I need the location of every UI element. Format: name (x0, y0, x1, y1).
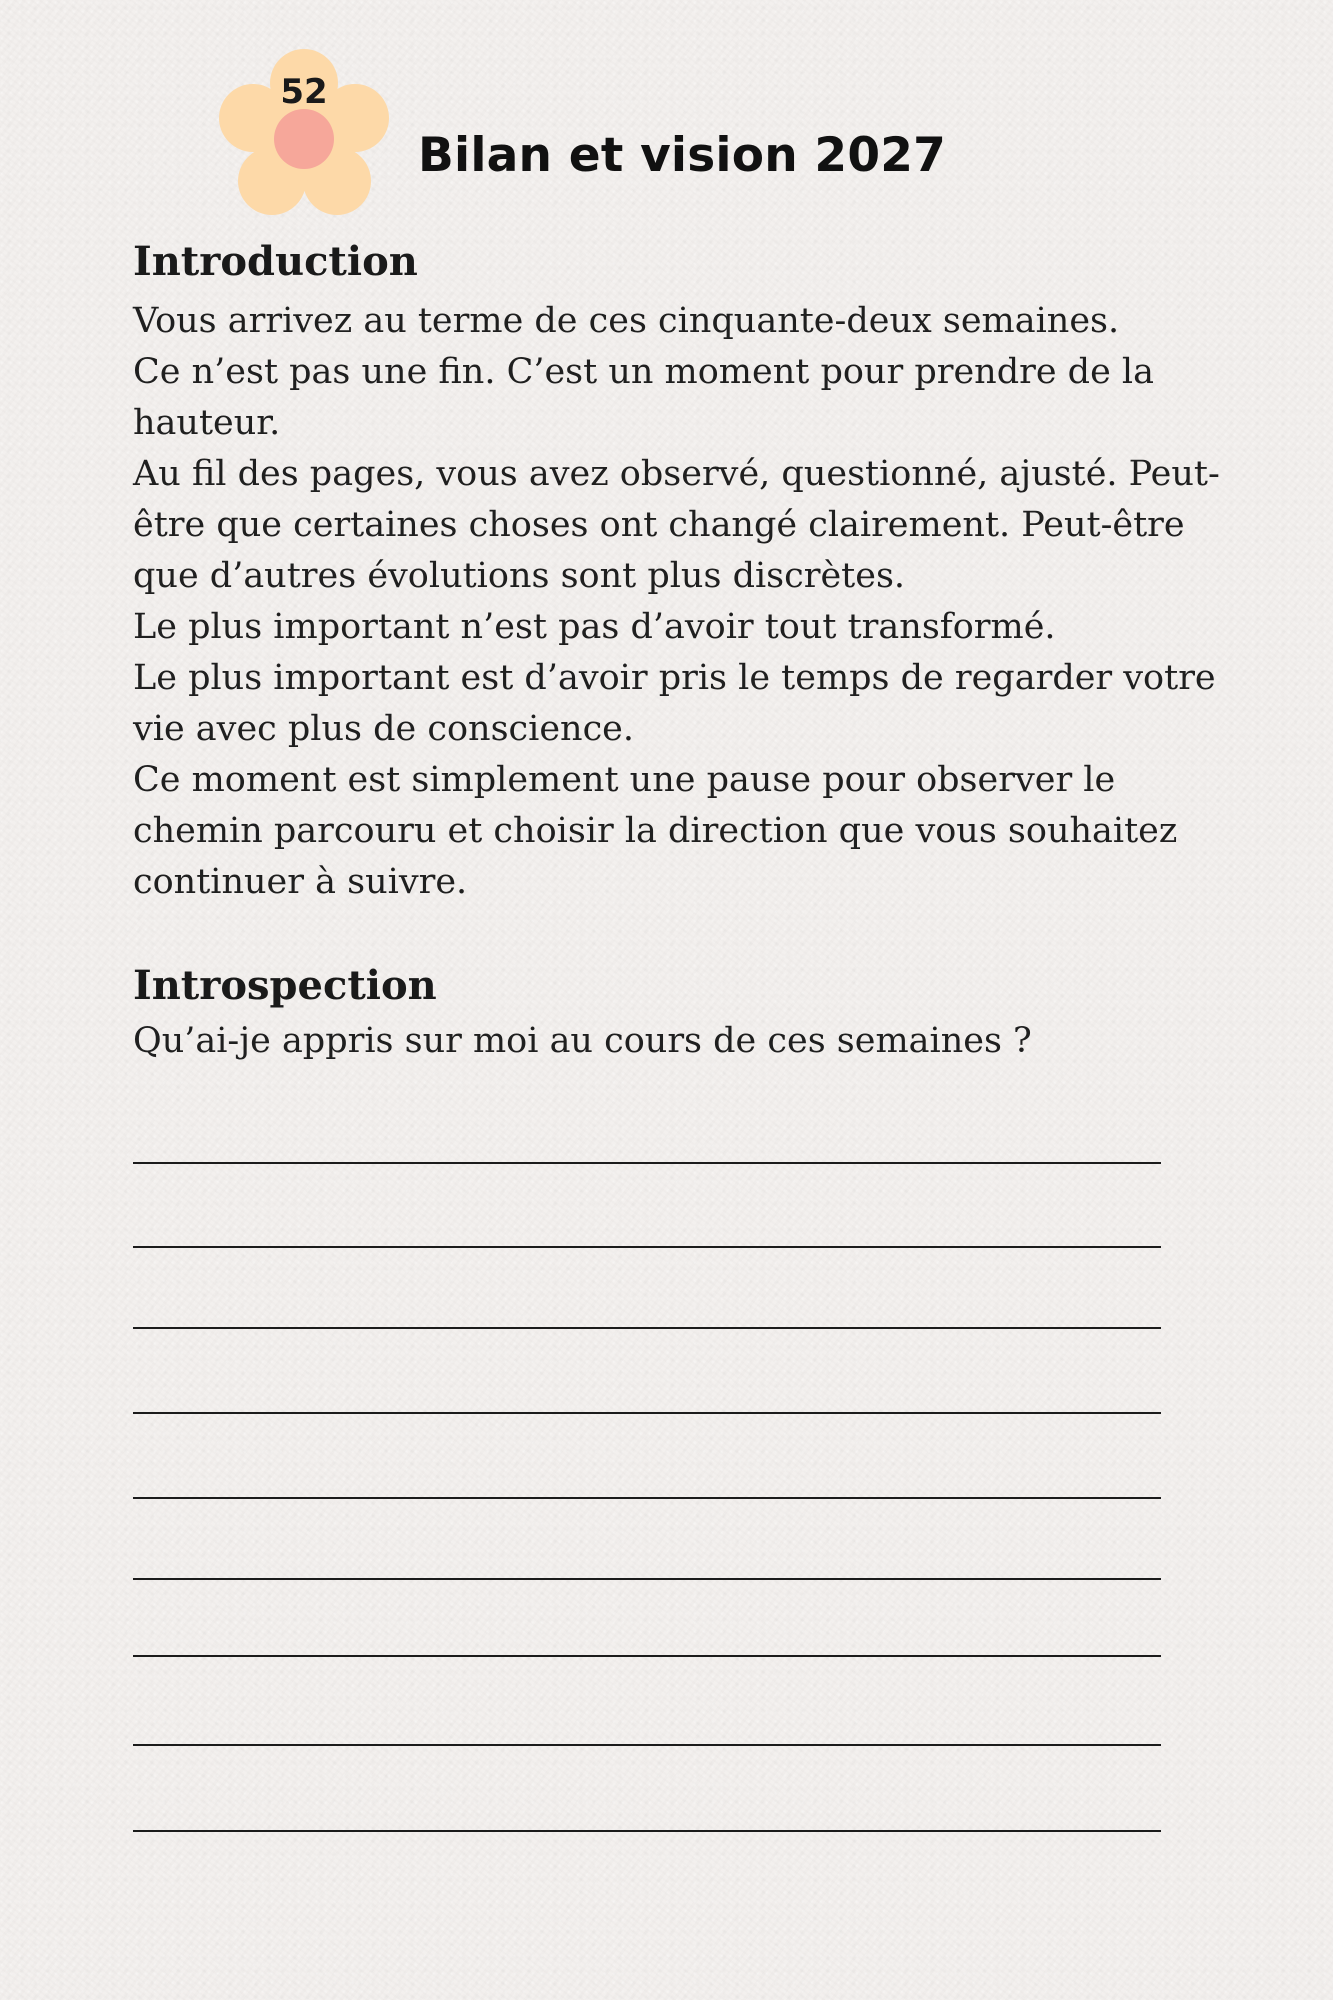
intro-line: que d’autres évolutions sont plus discrètes. (133, 556, 906, 596)
intro-line: être que certaines choses ont changé clairement. Peut-être (133, 505, 1185, 545)
writing-line[interactable] (133, 1655, 1161, 1657)
intro-line: hauteur. (133, 403, 281, 443)
writing-line[interactable] (133, 1412, 1161, 1414)
writing-line[interactable] (133, 1246, 1161, 1248)
intro-line: Ce moment est simplement une pause pour observer le (133, 760, 1116, 800)
writing-line[interactable] (133, 1497, 1161, 1499)
intro-line: Au fil des pages, vous avez observé, questionné, ajusté. Peut- (133, 454, 1220, 494)
writing-line[interactable] (133, 1327, 1161, 1329)
week-number-badge (215, 45, 395, 225)
writing-line[interactable] (133, 1578, 1161, 1580)
writing-line[interactable] (133, 1830, 1161, 1832)
intro-line: vie avec plus de conscience. (133, 709, 635, 749)
writing-line[interactable] (133, 1162, 1161, 1164)
introduction-text (133, 296, 1220, 908)
intro-line: chemin parcouru et choisir la direction que vous souhaitez (133, 811, 1178, 851)
intro-line: Le plus important n’est pas d’avoir tout transformé. (133, 607, 1056, 647)
writing-line[interactable] (133, 1744, 1161, 1746)
introspection-heading: Introspection (133, 962, 437, 1009)
week-number: 52 (280, 72, 328, 112)
intro-line: Le plus important est d’avoir pris le temps de regarder votre (133, 658, 1216, 698)
introspection-question: Qu’ai-je appris sur moi au cours de ces semaines ? (133, 1021, 1032, 1061)
intro-line: Vous arrivez au terme de ces cinquante-deux semaines. (133, 301, 1120, 341)
introduction-heading: Introduction (133, 238, 418, 285)
intro-line: continuer à suivre. (133, 862, 468, 902)
page-title: Bilan et vision 2027 (418, 128, 947, 183)
intro-line: Ce n’est pas une fin. C’est un moment pour prendre de la (133, 352, 1154, 392)
